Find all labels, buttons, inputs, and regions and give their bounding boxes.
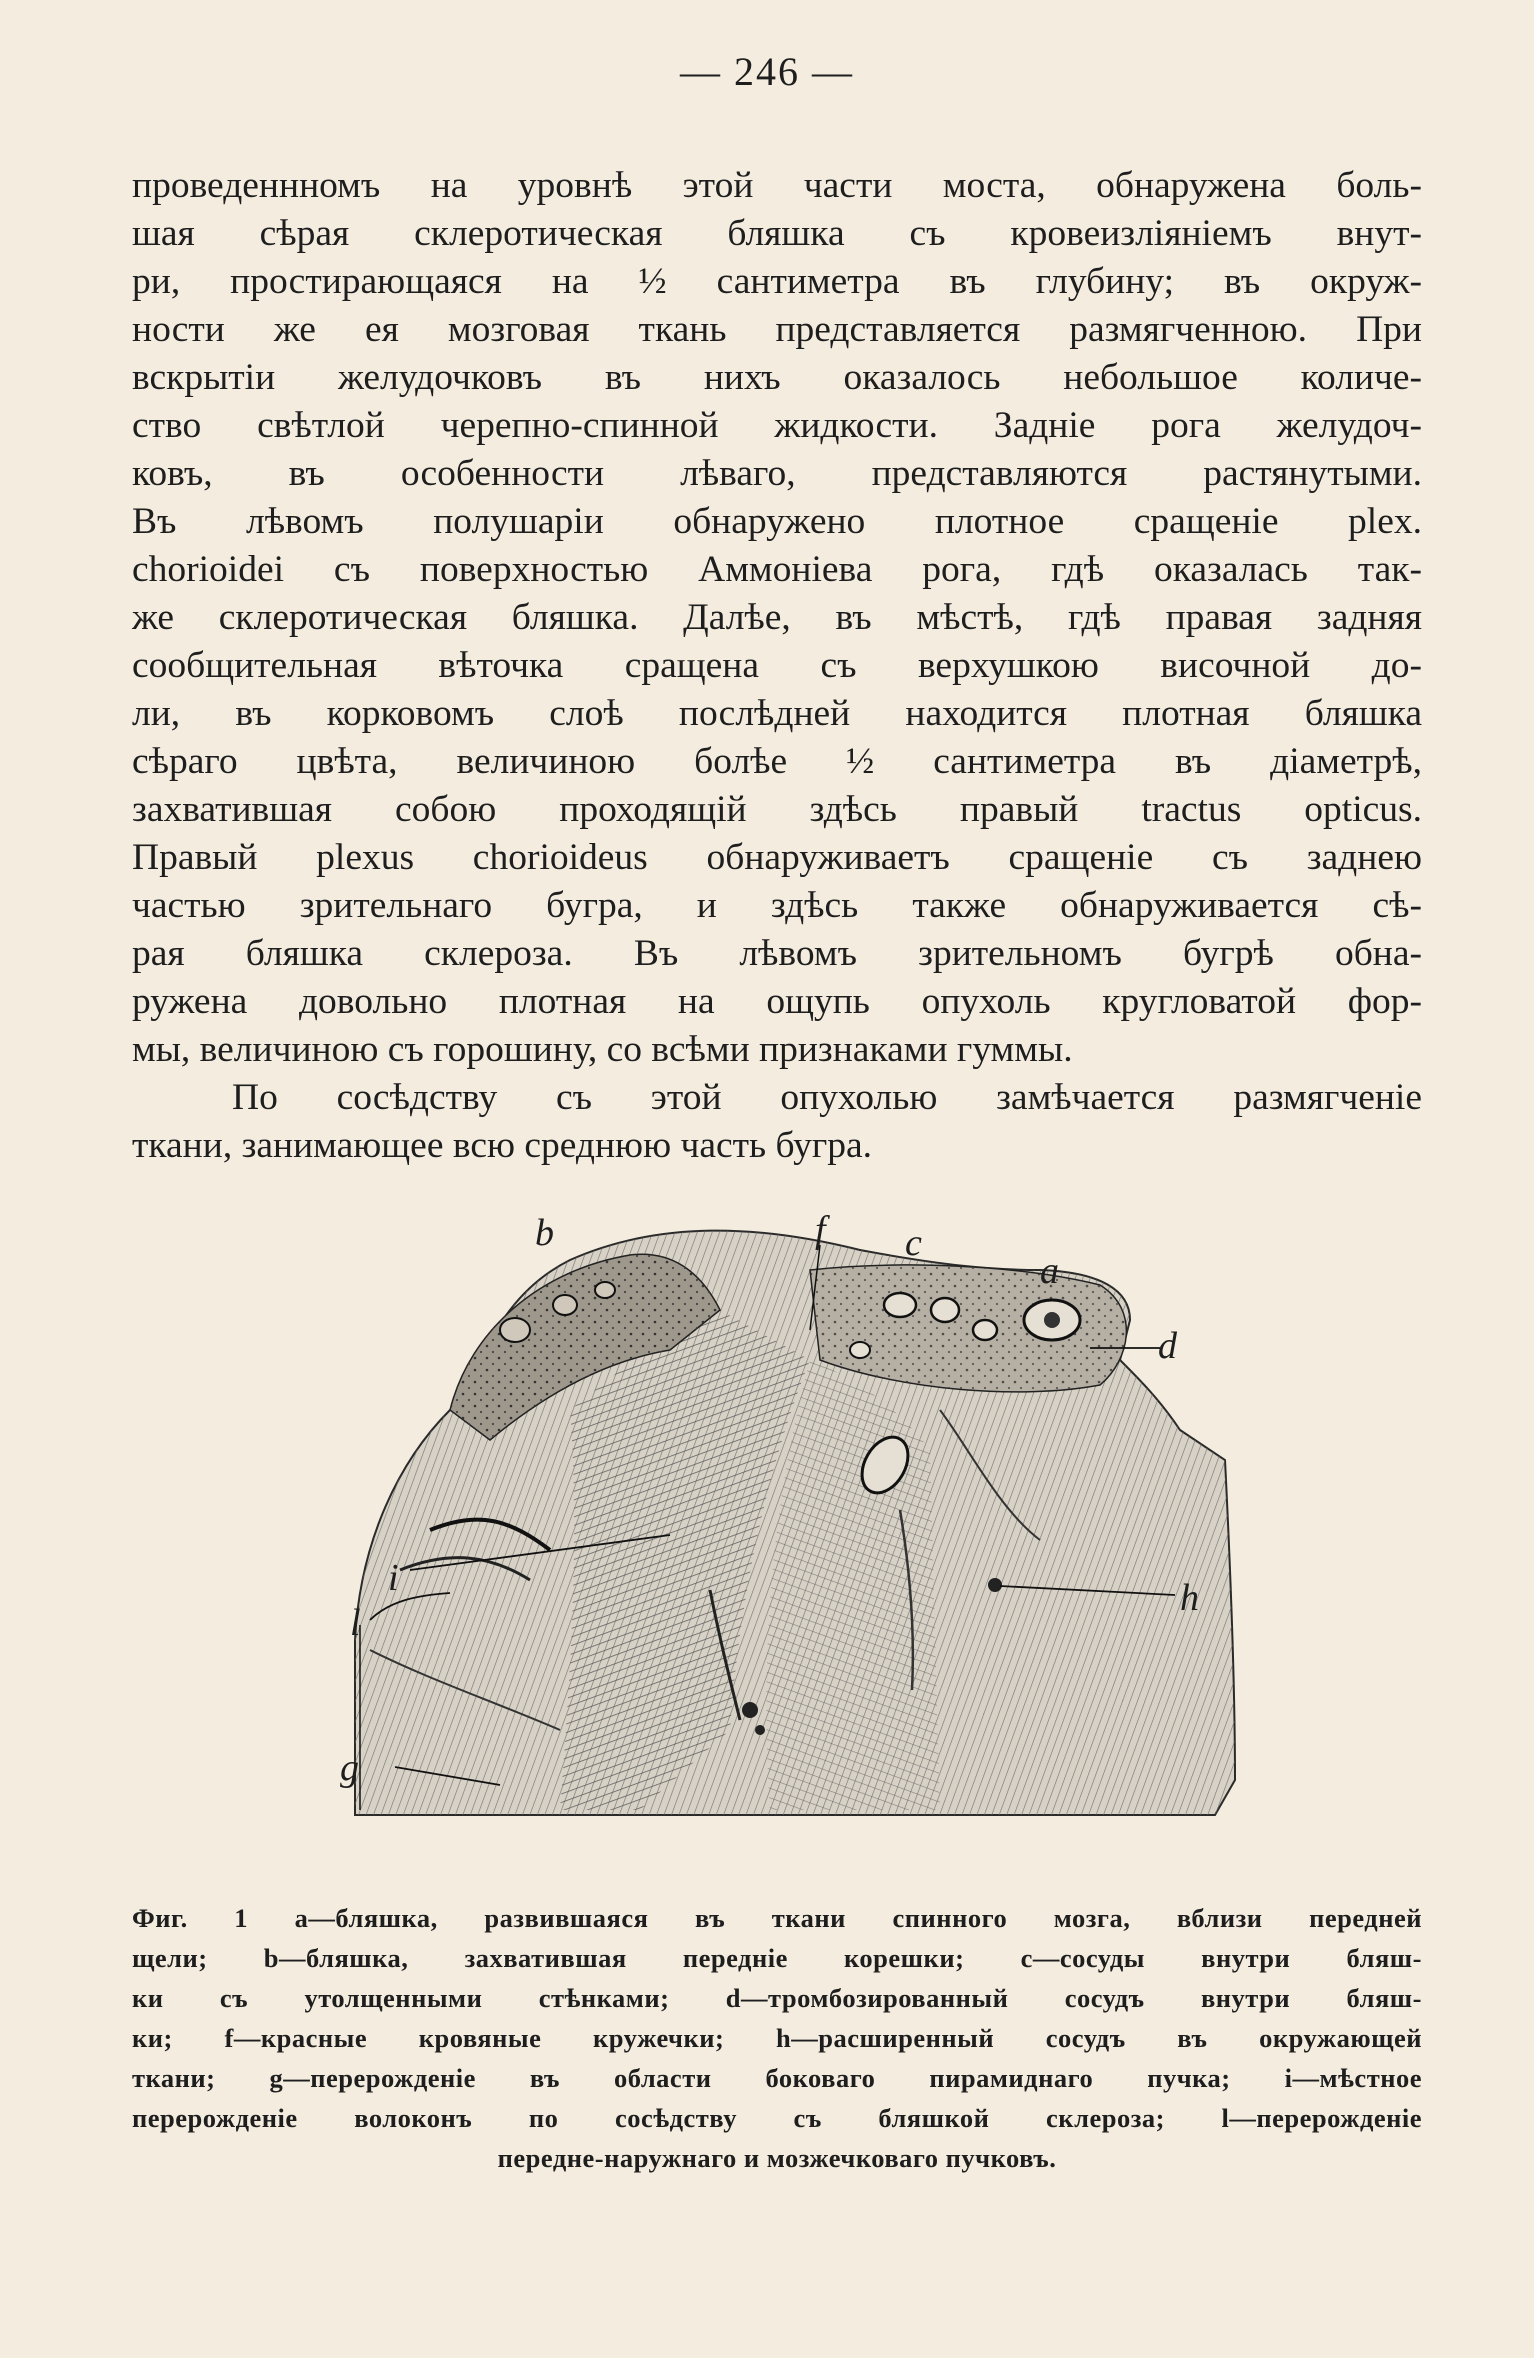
text-line: мы, величиною съ горошину, со всѣми признаками гуммы. [132, 1029, 1073, 1070]
text-line: ковъ, въ особенности лѣваго, представляются растянутыми. [132, 453, 1422, 494]
text-line: проведеннномъ на уровнѣ этой части моста, обнаружена боль- [132, 165, 1422, 206]
figure-caption [132, 1898, 1422, 2178]
label-a: a [1040, 1250, 1059, 1292]
body-text [132, 162, 1422, 1170]
text-line: ткани, занимающее всю среднюю часть бугра. [132, 1125, 873, 1166]
text-line: Правый plexus chorioideus обнаруживаетъ сращеніе съ заднею [132, 837, 1422, 878]
label-i: i [388, 1557, 399, 1599]
text-line: сообщительная вѣточка сращена съ верхушкою височной до- [132, 645, 1422, 686]
page-number: — 246 — [680, 49, 854, 94]
label-f: f [815, 1210, 826, 1251]
vessel-h [988, 1578, 1002, 1592]
label-h: h [1180, 1577, 1199, 1619]
caption-line: ки; f—красные кровяные кружечки; h—расширенный сосудъ въ окружающей [132, 2023, 1422, 2053]
text-line: же склеротическая бляшка. Далѣе, въ мѣстѣ, гдѣ правая задняя [132, 597, 1422, 638]
text-line: частью зрительнаго бугра, и здѣсь также обнаруживается сѣ- [132, 885, 1422, 926]
figure-engraving [340, 1210, 1280, 1870]
caption-line: перерожденіе волоконъ по сосѣдству съ бляшкой склероза; l—перерожденіе [132, 2103, 1422, 2133]
text-line: вскрытіи желудочковъ въ нихъ оказалось небольшое количе- [132, 357, 1422, 398]
text-line: ли, въ корковомъ слоѣ послѣдней находится плотная бляшка [132, 693, 1422, 734]
label-l: l [350, 1602, 361, 1644]
text-line: рая бляшка склероза. Въ лѣвомъ зрительномъ бугрѣ обна- [132, 933, 1422, 974]
text-line: захватившая собою проходящій здѣсь правый tractus opticus. [132, 789, 1422, 830]
text-line: ности же ея мозговая ткань представляется размягченною. При [132, 309, 1422, 350]
caption-line: ки съ утолщенными стѣнками; d—тромбозированный сосудъ внутри бляш- [132, 1983, 1422, 2013]
figure-illustration [340, 1210, 1280, 1870]
caption-line: ткани; g—перерожденіе въ области боковаго пирамиднаго пучка; i—мѣстное [132, 2063, 1422, 2093]
text-line: Въ лѣвомъ полушаріи обнаружено плотное сращеніе plex. [132, 501, 1422, 542]
text-line: ство свѣтлой черепно-спинной жидкости. Задніе рога желудоч- [132, 405, 1422, 446]
text-line: шая сѣрая склеротическая бляшка съ кровеизліяніемъ внут- [132, 213, 1422, 254]
caption-line: Фиг. 1 a—бляшка, развившаяся въ ткани спинного мозга, вблизи передней [132, 1903, 1422, 1933]
text-line: ри, простирающаяся на ½ сантиметра въ глубину; въ окруж- [132, 261, 1422, 302]
caption-line: щели; b—бляшка, захватившая передніе корешки; c—сосуды внутри бляш- [132, 1943, 1422, 1973]
text-line: По сосѣдству съ этой опухолью замѣчается размягченіе [232, 1077, 1422, 1118]
text-line: chorioidei съ поверхностью Аммоніева рога, гдѣ оказалась так- [132, 549, 1422, 590]
caption-line: передне-наружнаго и мозжечковаго пучковъ. [497, 2143, 1057, 2173]
text-line: сѣраго цвѣта, величиною болѣе ½ сантиметра въ діаметрѣ, [132, 741, 1422, 782]
text-line: ружена довольно плотная на ощупь опухоль кругловатой фор- [132, 981, 1422, 1022]
label-g: g [340, 1747, 359, 1789]
label-d: d [1158, 1325, 1177, 1367]
label-c: c [905, 1222, 922, 1264]
label-b: b [535, 1212, 554, 1254]
